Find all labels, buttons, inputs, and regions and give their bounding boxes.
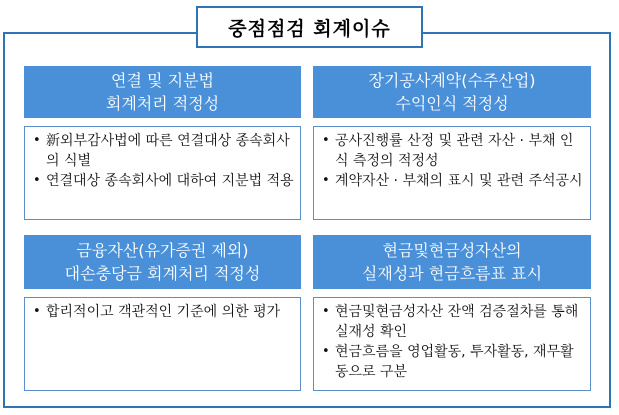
quadrant-4-body (313, 297, 591, 391)
quadrant-4-heading-line-2: 실재성과 현금흐름표 표시 (361, 264, 543, 283)
quadrant-1-heading (24, 66, 301, 118)
quadrant-2-item-2: • 계약자산 · 부채의 표시 및 관련 주석공시 (322, 171, 584, 191)
quadrant-4-heading-line-1: 현금및현금성자산의 (382, 241, 522, 260)
quadrant-1-heading-line-2: 회계처리 적정성 (105, 94, 220, 113)
quadrant-1-heading-line-1: 연결 및 지분법 (111, 71, 214, 90)
quadrant-3-body (24, 297, 301, 391)
quadrant-2-heading-line-1: 장기공사계약(수주산업) (368, 71, 536, 90)
quadrant-1-item-2: • 연결대상 종속회사에 대하여 지분법 적용 (33, 171, 294, 191)
quadrant-2-body (313, 126, 591, 220)
quadrant-2-item-1: • 공사진행률 산정 및 관련 자산 · 부채 인식 측정의 적정성 (322, 131, 584, 171)
quadrant-3-item-1: • 합리적이고 객관적인 기준에 의한 평가 (33, 302, 294, 322)
quadrant-1-body (24, 126, 301, 220)
quadrant-3-heading-line-2: 대손충당금 회계처리 적정성 (64, 264, 261, 283)
quadrant-4-item-2: • 현금흐름을 영업활동, 투자활동, 재무활동으로 구분 (322, 342, 584, 382)
quadrant-3-heading-line-1: 금융자산(유가증권 제외) (76, 241, 249, 260)
quadrant-3-heading (24, 235, 301, 289)
quadrant-1-item-1: • 新외부감사법에 따른 연결대상 종속회사의 식별 (33, 131, 294, 171)
quadrant-2-heading-line-2: 수익인식 적정성 (395, 94, 509, 113)
quadrant-4-heading (313, 235, 591, 289)
quadrant-2-heading (313, 66, 591, 118)
diagram-title: 중점점검 회계이슈 (196, 6, 423, 48)
quadrant-4-item-1: • 현금및현금성자산 잔액 검증절차를 통해 실재성 확인 (322, 302, 584, 342)
